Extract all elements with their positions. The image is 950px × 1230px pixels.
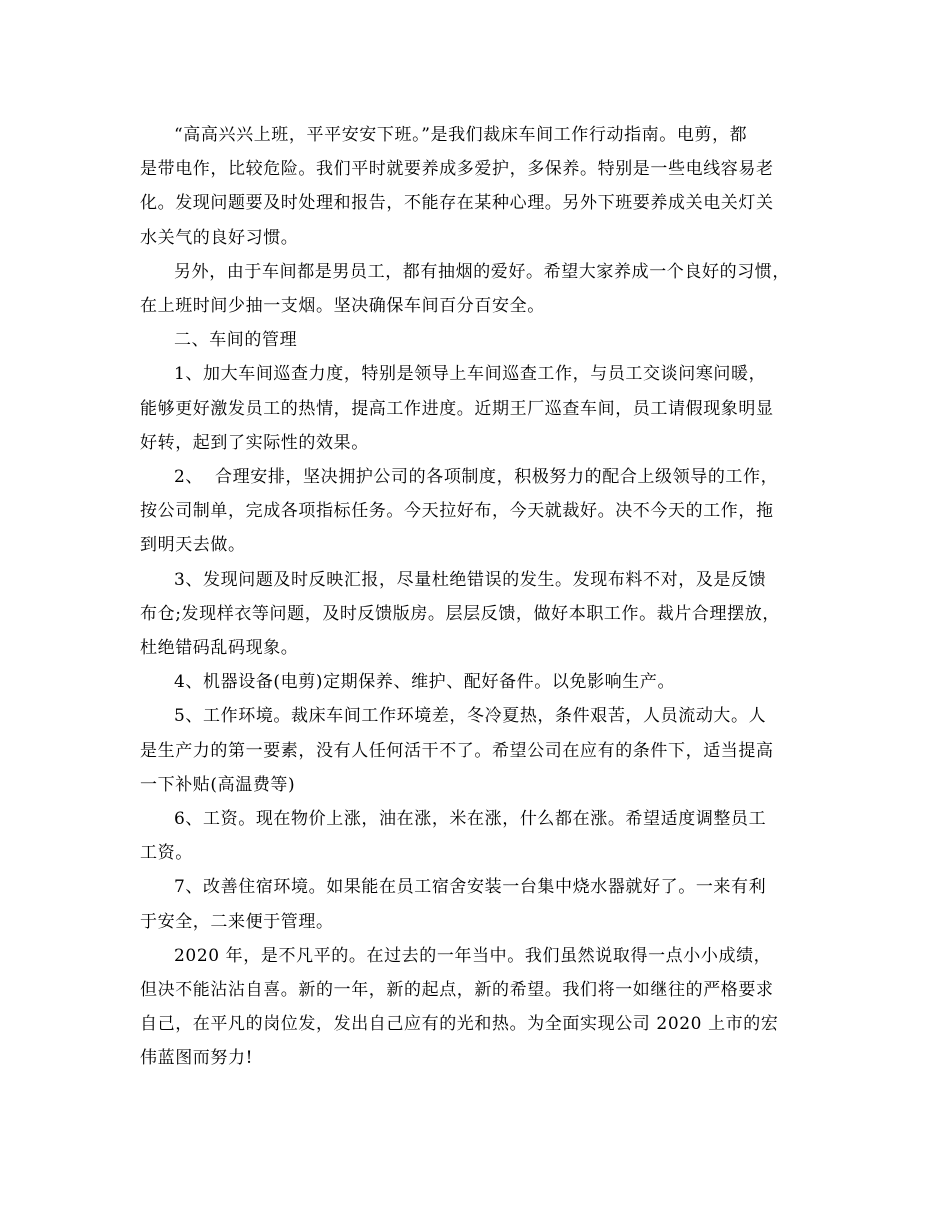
text-line: 伟蓝图而努力!	[140, 1048, 254, 1069]
paragraph-item-1	[140, 357, 825, 460]
text-line: 到明天去做。	[140, 535, 246, 556]
text-line: 于安全，二来便于管理。	[140, 911, 334, 932]
text-line: 自己，在平凡的岗位发，发出自己应有的光和热。为全面实现公司 2020 上市的宏	[140, 1014, 779, 1035]
text-line: 另外，由于车间都是男员工，都有抽烟的爱好。希望大家养成一个良好的习惯，	[174, 261, 790, 282]
text-line: 但决不能沾沾自喜。新的一年，新的起点，新的希望。我们将一如继往的严格要求	[140, 980, 774, 1001]
paragraph-safety-guideline	[140, 118, 825, 255]
text-line: 1、加大车间巡查力度，特别是领导上车间巡查工作，与员工交谈问寒问暖，	[174, 364, 767, 385]
paragraph-smoking	[140, 255, 825, 323]
text-line: 5、工作环境。裁床车间工作环境差，冬冷夏热，条件艰苦，人员流动大。人	[174, 706, 767, 727]
text-line: 4、机器设备(电剪)定期保养、维护、配好备件。以免影响生产。	[174, 672, 676, 693]
text-line: 杜绝错码乱码现象。	[140, 638, 299, 659]
paragraph-conclusion	[140, 939, 825, 1076]
text-line: 水关气的良好习惯。	[140, 227, 299, 248]
paragraph-item-6	[140, 802, 825, 870]
text-line: “高高兴兴上班，平平安安下班。”是我们裁床车间工作行动指南。电剪，都	[174, 125, 748, 145]
text-line: 化。发现问题要及时处理和报告，不能存在某种心理。另外下班要养成关电关灯关	[140, 193, 774, 214]
text-line: 在上班时间少抽一支烟。坚决确保车间百分百安全。	[140, 296, 545, 317]
text-line: 布仓;发现样衣等问题，及时反馈版房。层层反馈，做好本职工作。裁片合理摆放，	[140, 603, 780, 624]
text-line: 是带电作，比较危险。我们平时就要养成多爱护，多保养。特别是一些电线容易老	[140, 159, 774, 180]
paragraph-item-5	[140, 699, 825, 802]
text-line: 工资。	[140, 843, 193, 864]
paragraph-item-2	[140, 460, 825, 563]
text-line: 能够更好激发员工的热情，提高工作进度。近期王厂巡查车间，员工请假现象明显	[140, 398, 774, 419]
text-line: 7、改善住宿环境。如果能在员工宿舍安装一台集中烧水器就好了。一来有利	[174, 877, 767, 898]
text-line: 按公司制单，完成各项指标任务。今天拉好布，今天就裁好。决不今天的工作，拖	[140, 501, 774, 522]
text-line: 好转，起到了实际性的效果。	[140, 432, 369, 453]
paragraph-item-7	[140, 870, 825, 938]
paragraph-item-3	[140, 563, 825, 666]
text-line: 2、 合理安排，坚决拥护公司的各项制度，积极努力的配合上级领导的工作，	[174, 467, 779, 488]
document-body	[140, 118, 825, 1076]
text-line: 3、发现问题及时反映汇报，尽量杜绝错误的发生。发现布料不对，及是反馈	[174, 569, 767, 590]
section-heading-workshop-management	[140, 323, 825, 357]
paragraph-item-4	[140, 665, 825, 699]
text-line: 是生产力的第一要素，没有人任何活干不了。希望公司在应有的条件下，适当提高	[140, 740, 774, 761]
section-heading-text: 二、车间的管理	[174, 330, 298, 351]
text-line: 2020 年，是不凡平的。在过去的一年当中。我们虽然说取得一点小小成绩，	[174, 945, 772, 966]
text-line: 一下补贴(高温费等)	[140, 774, 296, 795]
text-line: 6、工资。现在物价上涨，油在涨，米在涨，什么都在涨。希望适度调整员工	[174, 809, 767, 830]
